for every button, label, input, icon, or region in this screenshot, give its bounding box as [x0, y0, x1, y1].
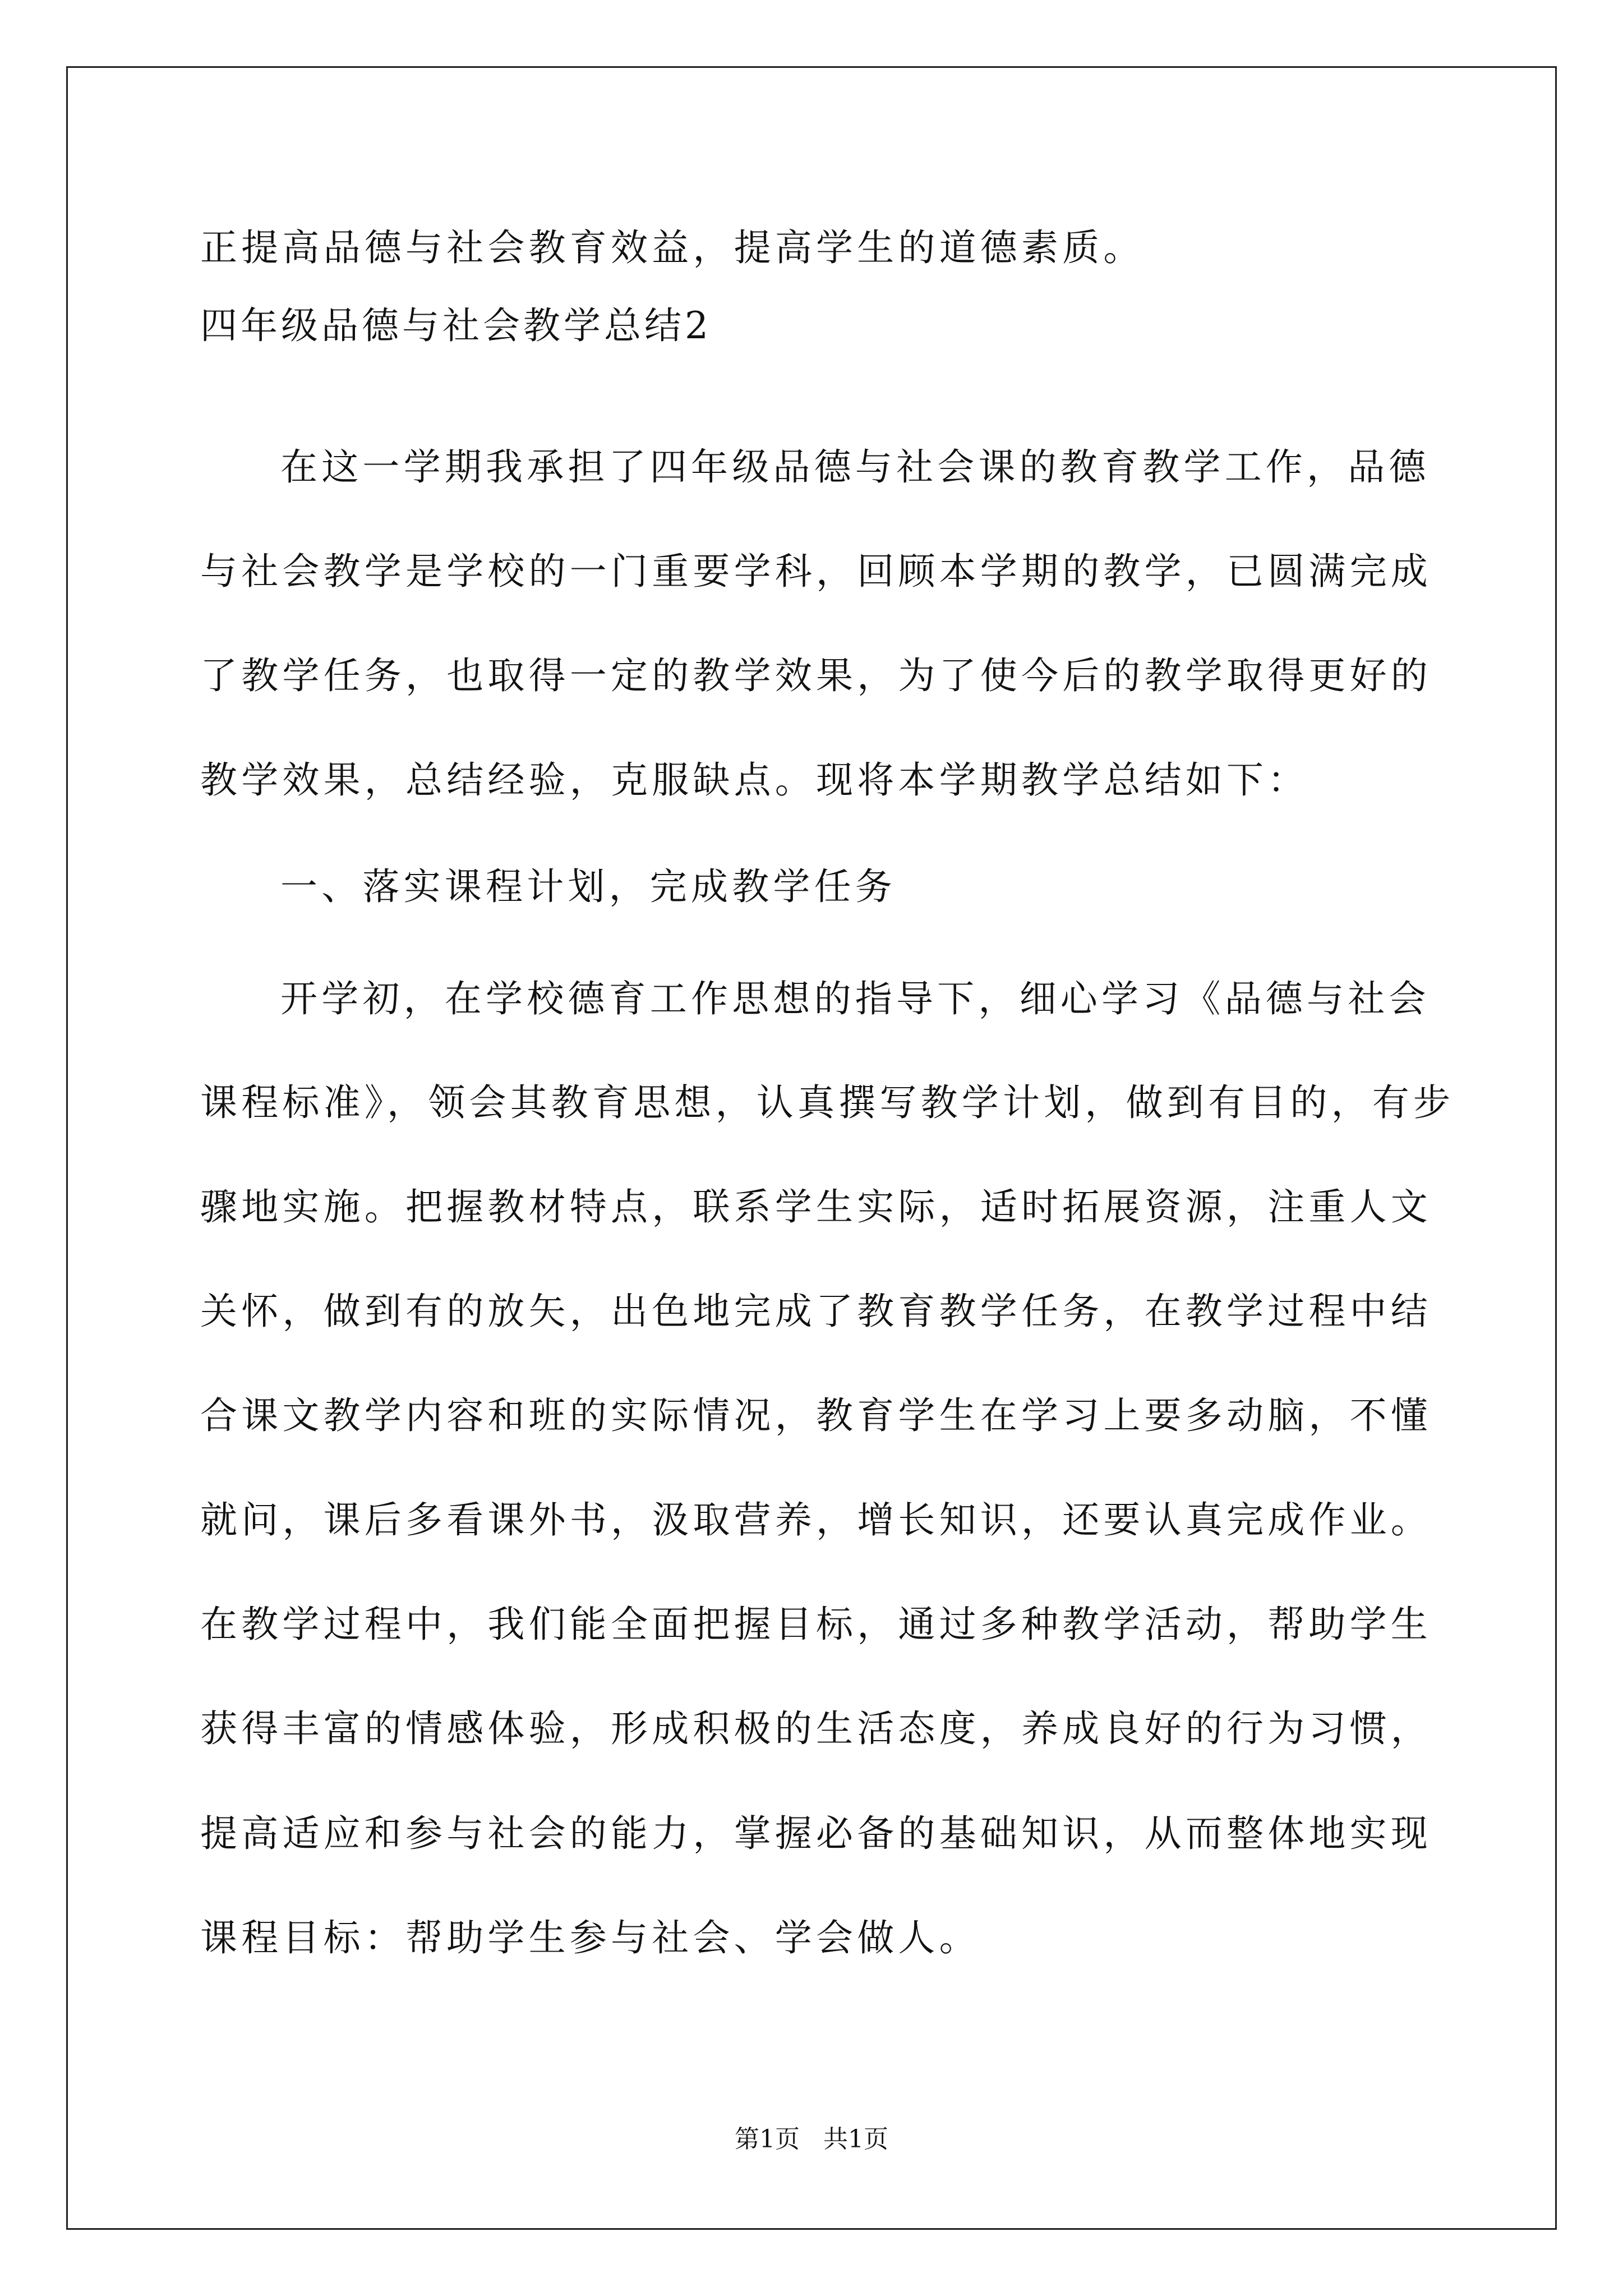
text-line: 就问，课后多看课外书，汲取营养，增长知识，还要认真完成作业。: [200, 1498, 1432, 1542]
text-line: 开学初，在学校德育工作思想的指导下，细心学习《品德与社会: [280, 977, 1430, 1020]
text-line: 课程标准》，领会其教育思想，认真撰写教学计划，做到有目的，有步: [200, 1081, 1455, 1124]
text-line: 骤地实施。把握教材特点，联系学生实际，适时拓展资源，注重人文: [200, 1185, 1432, 1228]
text-line: 合课文教学内容和班的实际情况，教育学生在学习上要多动脑，不懂: [200, 1394, 1432, 1437]
text-line: 在这一学期我承担了四年级品德与社会课的教育教学工作，品德: [280, 445, 1430, 489]
subheading: 一、落实课程计划，完成教学任务: [280, 865, 896, 908]
page-number-footer: 第1页 共1页: [735, 2125, 888, 2154]
text-line: 获得丰富的情感体验，形成积极的生活态度，养成良好的行为习惯，: [200, 1707, 1432, 1750]
text-line: 提高适应和参与社会的能力，掌握必备的基础知识，从而整体地实现: [200, 1812, 1432, 1855]
text-line: 与社会教学是学校的一门重要学科，回顾本学期的教学，已圆满完成: [200, 550, 1432, 593]
text-line: 关怀，做到有的放矢，出色地完成了教育教学任务，在教学过程中结: [200, 1290, 1432, 1333]
text-line: 了教学任务，也取得一定的教学效果，为了使今后的教学取得更好的: [200, 654, 1432, 697]
text-line: 教学效果，总结经验，克服缺点。现将本学期教学总结如下：: [200, 758, 1309, 802]
section-title: 四年级品德与社会教学总结2: [200, 304, 712, 347]
text-line: 课程目标：帮助学生参与社会、学会做人。: [200, 1916, 980, 1959]
page-border: [66, 66, 1557, 2230]
text-line: 正提高品德与社会教育效益，提高学生的道德素质。: [200, 226, 1145, 269]
text-line: 在教学过程中，我们能全面把握目标，通过多种教学活动，帮助学生: [200, 1603, 1432, 1646]
